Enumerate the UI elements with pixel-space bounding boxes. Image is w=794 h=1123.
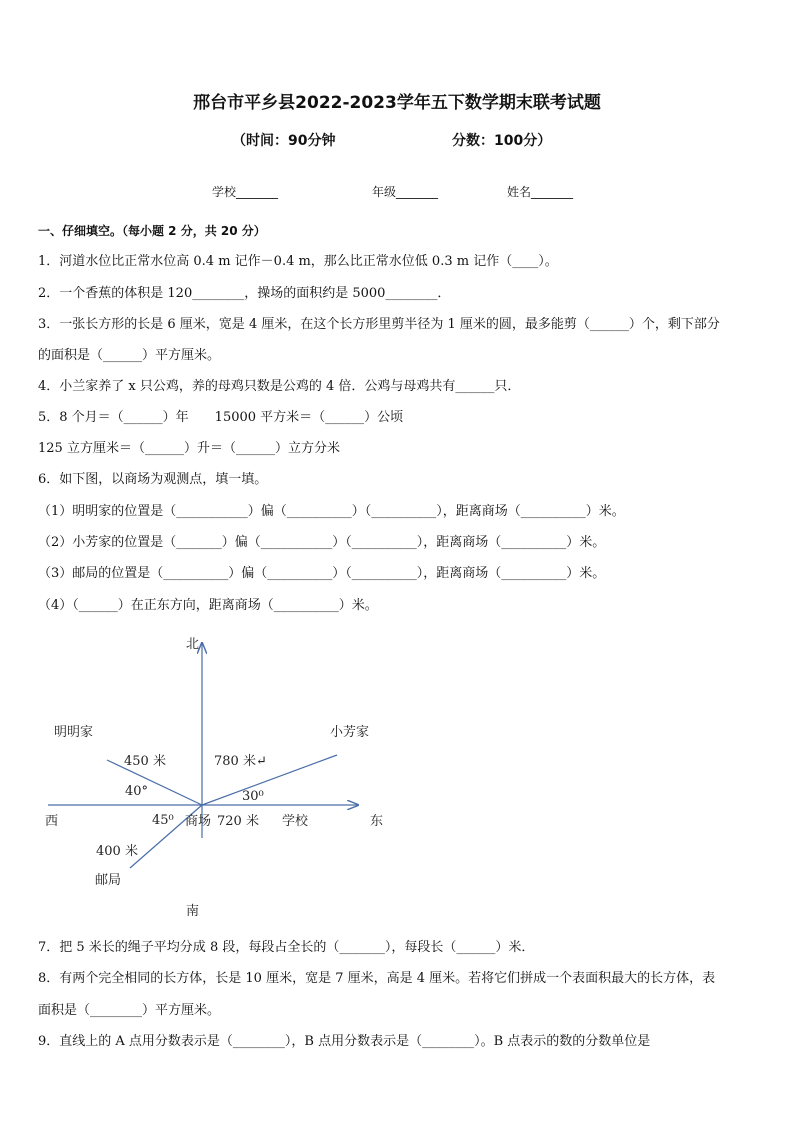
grade-field: 年级_______ — [372, 185, 439, 199]
question-9: 9．直线上的 A 点用分数表示是（________），B 点用分数表示是（________）。B 点表示的数的分数单位是 — [38, 1034, 651, 1049]
direction-diagram — [40, 628, 400, 923]
question-2: 2．一个香蕉的体积是 120________，操场的面积约是 5000________． — [38, 286, 451, 301]
label-east: 东 — [370, 814, 384, 829]
section-heading: 一、仔细填空。（每小题 2 分，共 20 分） — [38, 224, 266, 238]
exam-time: （时间：90分钟 — [232, 133, 336, 149]
angle-mingming: 40° — [125, 784, 149, 799]
distance-post: 400 米 — [96, 844, 138, 859]
name-field: 姓名_______ — [507, 185, 574, 199]
question-6-2: （2）小芳家的位置是（_______）偏（___________）（__________），距离商场（__________）米。 — [38, 535, 606, 550]
label-west: 西 — [45, 814, 59, 829]
question-4: 4．小兰家养了 x 只公鸡，养的母鸡只数是公鸡的 4 倍．公鸡与母鸡共有______只． — [38, 379, 521, 394]
question-3-cont: 的面积是（______）平方厘米。 — [38, 348, 221, 363]
question-5: 5．8 个月＝（______）年 15000 平方米＝（______）公顷 — [38, 410, 404, 425]
angle-xiaofang: 30⁰ — [242, 789, 264, 804]
distance-xiaofang: 780 米↵ — [214, 754, 267, 769]
school-field: 学校_______ — [212, 185, 279, 199]
question-7: 7．把 5 米长的绳子平均分成 8 段，每段占全长的（_______），每段长（______）米． — [38, 940, 535, 955]
question-1: 1．河道水位比正常水位高 0.4 m 记作－0.4 m，那么比正常水位低 0.3 m 记作（____）。 — [38, 254, 558, 269]
angle-post: 45⁰ — [152, 813, 174, 828]
exam-score: 分数：100分） — [452, 133, 552, 149]
label-xiaofang-home: 小芳家 — [330, 725, 370, 740]
label-south: 南 — [186, 904, 200, 919]
question-6-1: （1）明明家的位置是（___________）偏（__________）（__________），距离商场（__________）米。 — [38, 504, 625, 519]
label-mingming-home: 明明家 — [54, 725, 94, 740]
label-school: 学校 — [282, 814, 309, 829]
question-3: 3．一张长方形的长是 6 厘米，宽是 4 厘米，在这个长方形里剪半径为 1 厘米的圆，最多能剪（______）个，剩下部分 — [38, 317, 720, 332]
page-title: 邢台市平乡县2022-2023学年五下数学期末联考试题 — [193, 93, 601, 113]
question-6: 6．如下图，以商场为观测点，填一填。 — [38, 472, 268, 487]
question-5-cont: 125 立方厘米＝（______）升＝（______）立方分米 — [38, 441, 340, 456]
label-north: 北 — [186, 637, 200, 652]
question-6-3: （3）邮局的位置是（__________）偏（__________）（__________），距离商场（__________）米。 — [38, 566, 606, 581]
question-8-cont: 面积是（________）平方厘米。 — [38, 1003, 221, 1018]
question-8: 8．有两个完全相同的长方体，长是 10 厘米，宽是 7 厘米，高是 4 厘米。若将它们拼成一个表面积最大的长方体，表 — [38, 971, 716, 986]
label-post-office: 邮局 — [95, 873, 122, 888]
distance-school: 720 米 — [217, 814, 259, 829]
question-6-4: （4）（______）在正东方向，距离商场（__________）米。 — [38, 598, 378, 613]
label-mall: 商场 — [185, 814, 212, 829]
distance-mingming: 450 米 — [124, 754, 166, 769]
